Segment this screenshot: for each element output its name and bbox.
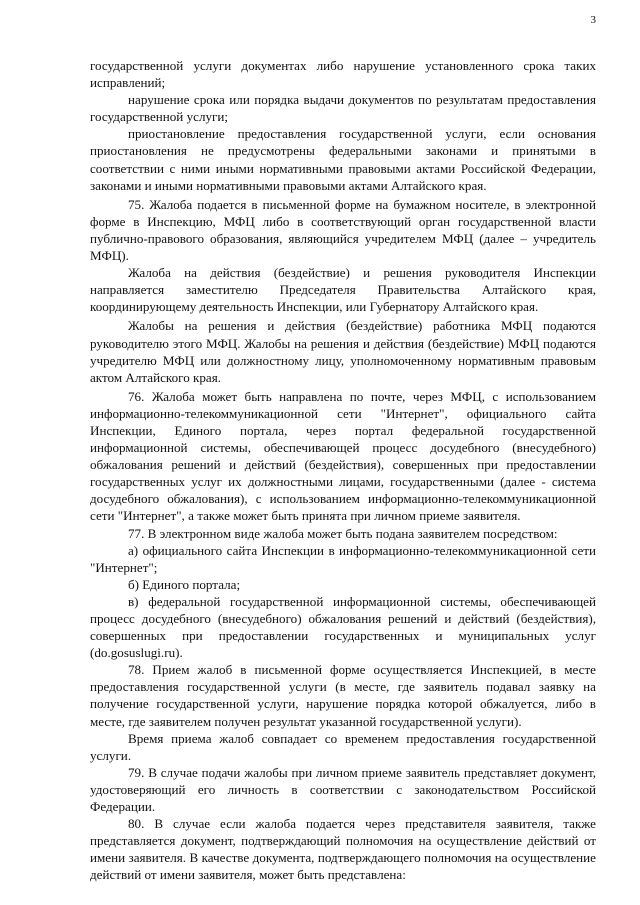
- paragraph: 75. Жалоба подается в письменной форме на бумажном носителе, в электронной форме в Инспекцию, МФЦ либо в соответствующий орган государственной власти публично-правового образования, являющийся учредителем МФЦ (далее – учредитель МФЦ).: [90, 196, 596, 264]
- paragraph: 78. Прием жалоб в письменной форме осуществляется Инспекцией, в месте предоставления государственной услуги (в месте, где заявитель подавал заявку на получение государственной услуги, нарушение порядка которой обжалуется, либо в месте, где заявителем получен результат указанной государственной услуги).: [90, 662, 596, 729]
- paragraph: Жалоба на действия (бездействие) и решения руководителя Инспекции направляется заместителю Председателя Правительства Алтайского края, координирующему деятельность Инспекции, или Губернатору Алтайского края.: [90, 265, 596, 315]
- paragraph: а) официального сайта Инспекции в информационно-телекоммуникационной сети "Интернет";: [90, 542, 596, 575]
- paragraph: Жалобы на решения и действия (бездействие) работника МФЦ подаются руководителю этого МФЦ. Жалобы на решения и действия (бездействие) МФЦ подаются учредителю МФЦ или должностному лицу, уполномоченному нормативным правовым актом Алтайского края.: [90, 318, 596, 385]
- paragraph: в) федеральной государственной информационной системы, обеспечивающей процесс досудебного (внесудебного) обжалования решений и действий (бездействия), совершенных при предоставлении государственных и муниципальных услуг (do.gosuslugi.ru).: [90, 593, 596, 661]
- page-number: 3: [590, 14, 596, 26]
- paragraph: 77. В электронном виде жалоба может быть подана заявителем посредством:: [128, 525, 558, 541]
- document-body: [90, 57, 596, 884]
- paragraph: 80. В случае если жалоба подается через представителя заявителя, также представляется документ, подтверждающий полномочия на осуществление действий от имени заявителя. В качестве документа, подтверждающего полномочия на осуществление действий от имени заявителя, может быть представлена:: [90, 816, 596, 883]
- paragraph: Время приема жалоб совпадает со временем предоставления государственной услуги.: [90, 730, 596, 763]
- paragraph: государственной услуги документах либо нарушение установленного срока таких исправлений;: [90, 58, 596, 91]
- paragraph: 76. Жалоба может быть направлена по почте, через МФЦ, с использованием информационно-телекоммуникационной сети "Интернет", официального сайта Инспекции, Единого портала, через портал федеральной государственной информационной системы, обеспечивающей процесс досудебного (внесудебного) обжалования решений и действий (бездействия), совершенных при предоставлении государственных услуг их должностными лицами, государственными (далее - система досудебного обжалования), с использованием информационно-телекоммуникационной сети "Интернет", а также может быть принята при личном приеме заявителя.: [90, 388, 596, 524]
- paragraph: б) Единого портала;: [128, 576, 241, 592]
- paragraph: нарушение срока или порядка выдачи документов по результатам предоставления государственной услуги;: [90, 92, 596, 125]
- paragraph: 79. В случае подачи жалобы при личном приеме заявитель представляет документ, удостоверяющий его личность в соответствии с законодательством Российской Федерации.: [90, 764, 596, 815]
- paragraph: приостановление предоставления государственной услуги, если основания приостановления не предусмотрены федеральными законами и принятыми в соответствии с ними иными нормативными правовыми актами Российской Федерации, законами и иными нормативными правовыми актами Алтайского края.: [90, 126, 596, 193]
